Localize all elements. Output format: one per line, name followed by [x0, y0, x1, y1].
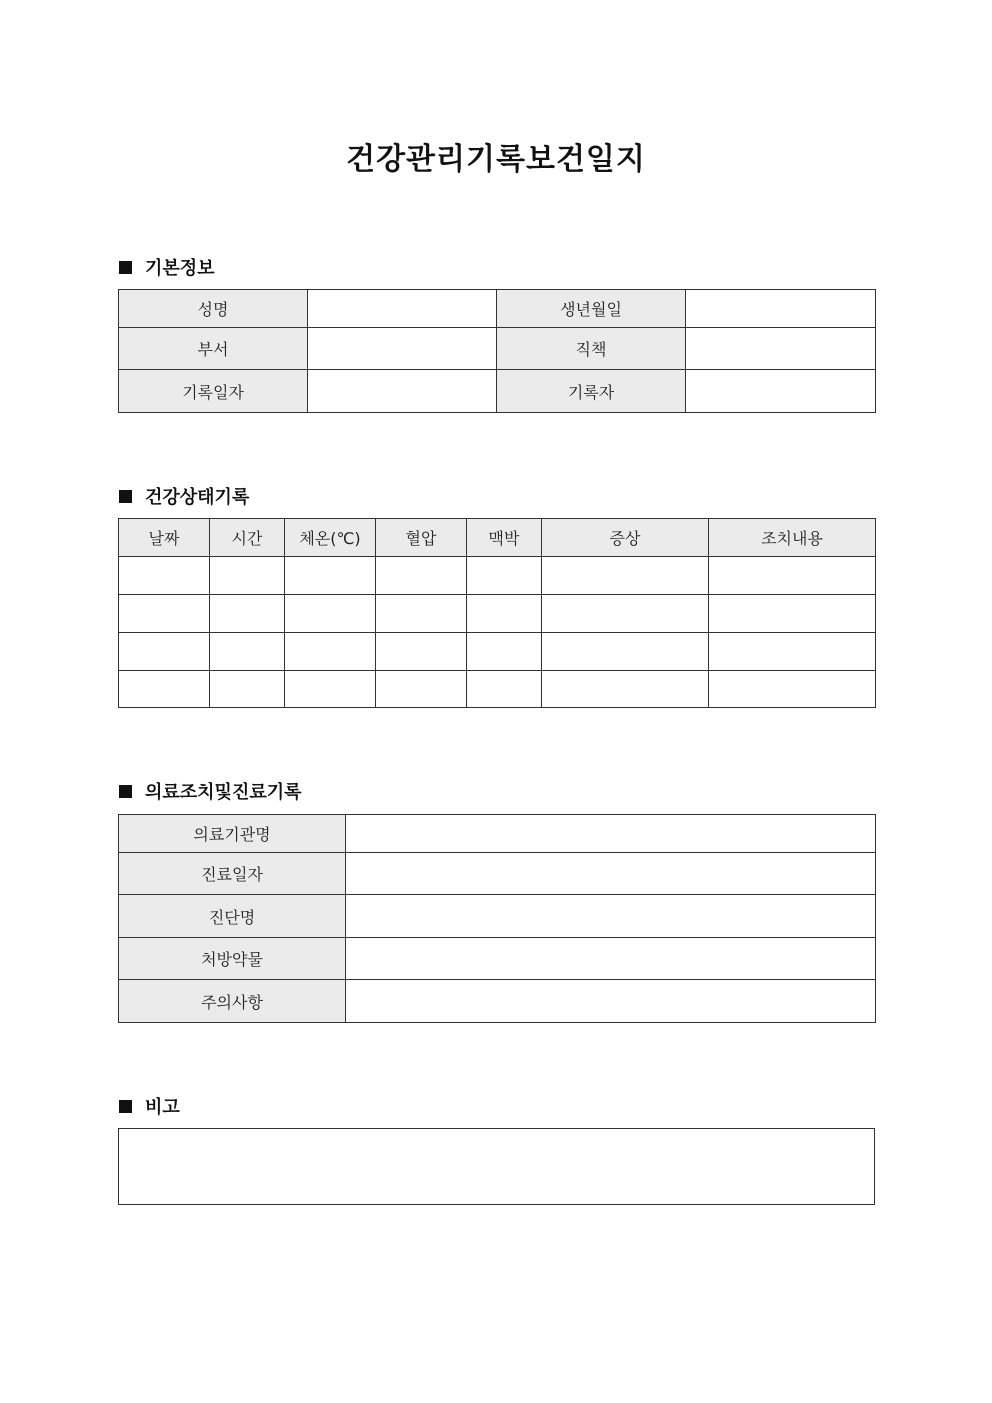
- table-cell[interactable]: [376, 595, 467, 633]
- section-heading-medical-label: 의료조치및진료기록: [145, 782, 302, 803]
- table-row: [119, 557, 876, 595]
- table-row: [119, 370, 876, 413]
- table-cell[interactable]: [210, 557, 285, 595]
- section-heading-notes-label: 비고: [145, 1097, 180, 1118]
- prescription-field[interactable]: [346, 938, 876, 980]
- diagnosis-field[interactable]: [346, 895, 876, 938]
- table-row: [119, 938, 876, 980]
- label-name: 성명: [119, 290, 308, 328]
- table-cell[interactable]: [119, 557, 210, 595]
- institution-field[interactable]: [346, 815, 876, 853]
- label-visit-date: 진료일자: [119, 853, 346, 895]
- section-heading-notes: [119, 1093, 180, 1119]
- table-row: [119, 290, 876, 328]
- department-field[interactable]: [308, 328, 497, 370]
- section-heading-health-label: 건강상태기록: [145, 487, 250, 508]
- table-cell[interactable]: [542, 557, 709, 595]
- table-row: [119, 633, 876, 671]
- precautions-field[interactable]: [346, 980, 876, 1023]
- health-status-table: [118, 518, 876, 708]
- table-cell[interactable]: [376, 671, 467, 708]
- position-field[interactable]: [686, 328, 876, 370]
- section-heading-medical: [119, 778, 302, 804]
- table-cell[interactable]: [542, 633, 709, 671]
- table-row: [119, 815, 876, 853]
- square-bullet-icon: [119, 261, 132, 274]
- table-cell[interactable]: [467, 557, 542, 595]
- table-cell[interactable]: [119, 595, 210, 633]
- square-bullet-icon: [119, 785, 132, 798]
- table-cell[interactable]: [376, 633, 467, 671]
- recorder-field[interactable]: [686, 370, 876, 413]
- table-row: [119, 895, 876, 938]
- table-cell[interactable]: [285, 633, 376, 671]
- table-cell[interactable]: [709, 557, 876, 595]
- label-prescription: 처방약물: [119, 938, 346, 980]
- column-header-symptoms: 증상: [542, 519, 709, 557]
- table-cell[interactable]: [542, 671, 709, 708]
- table-row: [119, 328, 876, 370]
- table-cell[interactable]: [467, 595, 542, 633]
- table-cell[interactable]: [467, 633, 542, 671]
- table-cell[interactable]: [285, 557, 376, 595]
- table-cell[interactable]: [210, 595, 285, 633]
- label-birthdate: 생년월일: [497, 290, 686, 328]
- square-bullet-icon: [119, 1100, 132, 1113]
- column-header-pulse: 맥박: [467, 519, 542, 557]
- column-header-temperature: 체온(℃): [285, 519, 376, 557]
- medical-record-table: [118, 814, 876, 1023]
- table-cell[interactable]: [709, 595, 876, 633]
- record-date-field[interactable]: [308, 370, 497, 413]
- label-diagnosis: 진단명: [119, 895, 346, 938]
- table-cell[interactable]: [542, 595, 709, 633]
- notes-box[interactable]: [118, 1128, 875, 1205]
- column-header-action: 조치내용: [709, 519, 876, 557]
- section-heading-health: [119, 483, 249, 509]
- birthdate-field[interactable]: [686, 290, 876, 328]
- name-field[interactable]: [308, 290, 497, 328]
- table-row: [119, 671, 876, 708]
- column-header-time: 시간: [210, 519, 285, 557]
- square-bullet-icon: [119, 490, 132, 503]
- table-row: [119, 853, 876, 895]
- column-header-date: 날짜: [119, 519, 210, 557]
- label-position: 직책: [497, 328, 686, 370]
- table-cell[interactable]: [119, 633, 210, 671]
- label-department: 부서: [119, 328, 308, 370]
- table-cell[interactable]: [210, 633, 285, 671]
- column-header-blood-pressure: 혈압: [376, 519, 467, 557]
- table-cell[interactable]: [467, 671, 542, 708]
- table-cell[interactable]: [210, 671, 285, 708]
- table-header-row: [119, 519, 876, 557]
- table-row: [119, 595, 876, 633]
- label-precautions: 주의사항: [119, 980, 346, 1023]
- basic-info-table: [118, 289, 876, 413]
- visit-date-field[interactable]: [346, 853, 876, 895]
- section-heading-basic: [119, 254, 215, 280]
- label-recorder: 기록자: [497, 370, 686, 413]
- table-cell[interactable]: [376, 557, 467, 595]
- page-title: 건강관리기록보건일지: [346, 142, 646, 177]
- table-cell[interactable]: [285, 671, 376, 708]
- table-cell[interactable]: [709, 671, 876, 708]
- label-institution: 의료기관명: [119, 815, 346, 853]
- table-row: [119, 980, 876, 1023]
- label-record-date: 기록일자: [119, 370, 308, 413]
- table-cell[interactable]: [709, 633, 876, 671]
- table-cell[interactable]: [119, 671, 210, 708]
- table-cell[interactable]: [285, 595, 376, 633]
- section-heading-basic-label: 기본정보: [145, 258, 215, 279]
